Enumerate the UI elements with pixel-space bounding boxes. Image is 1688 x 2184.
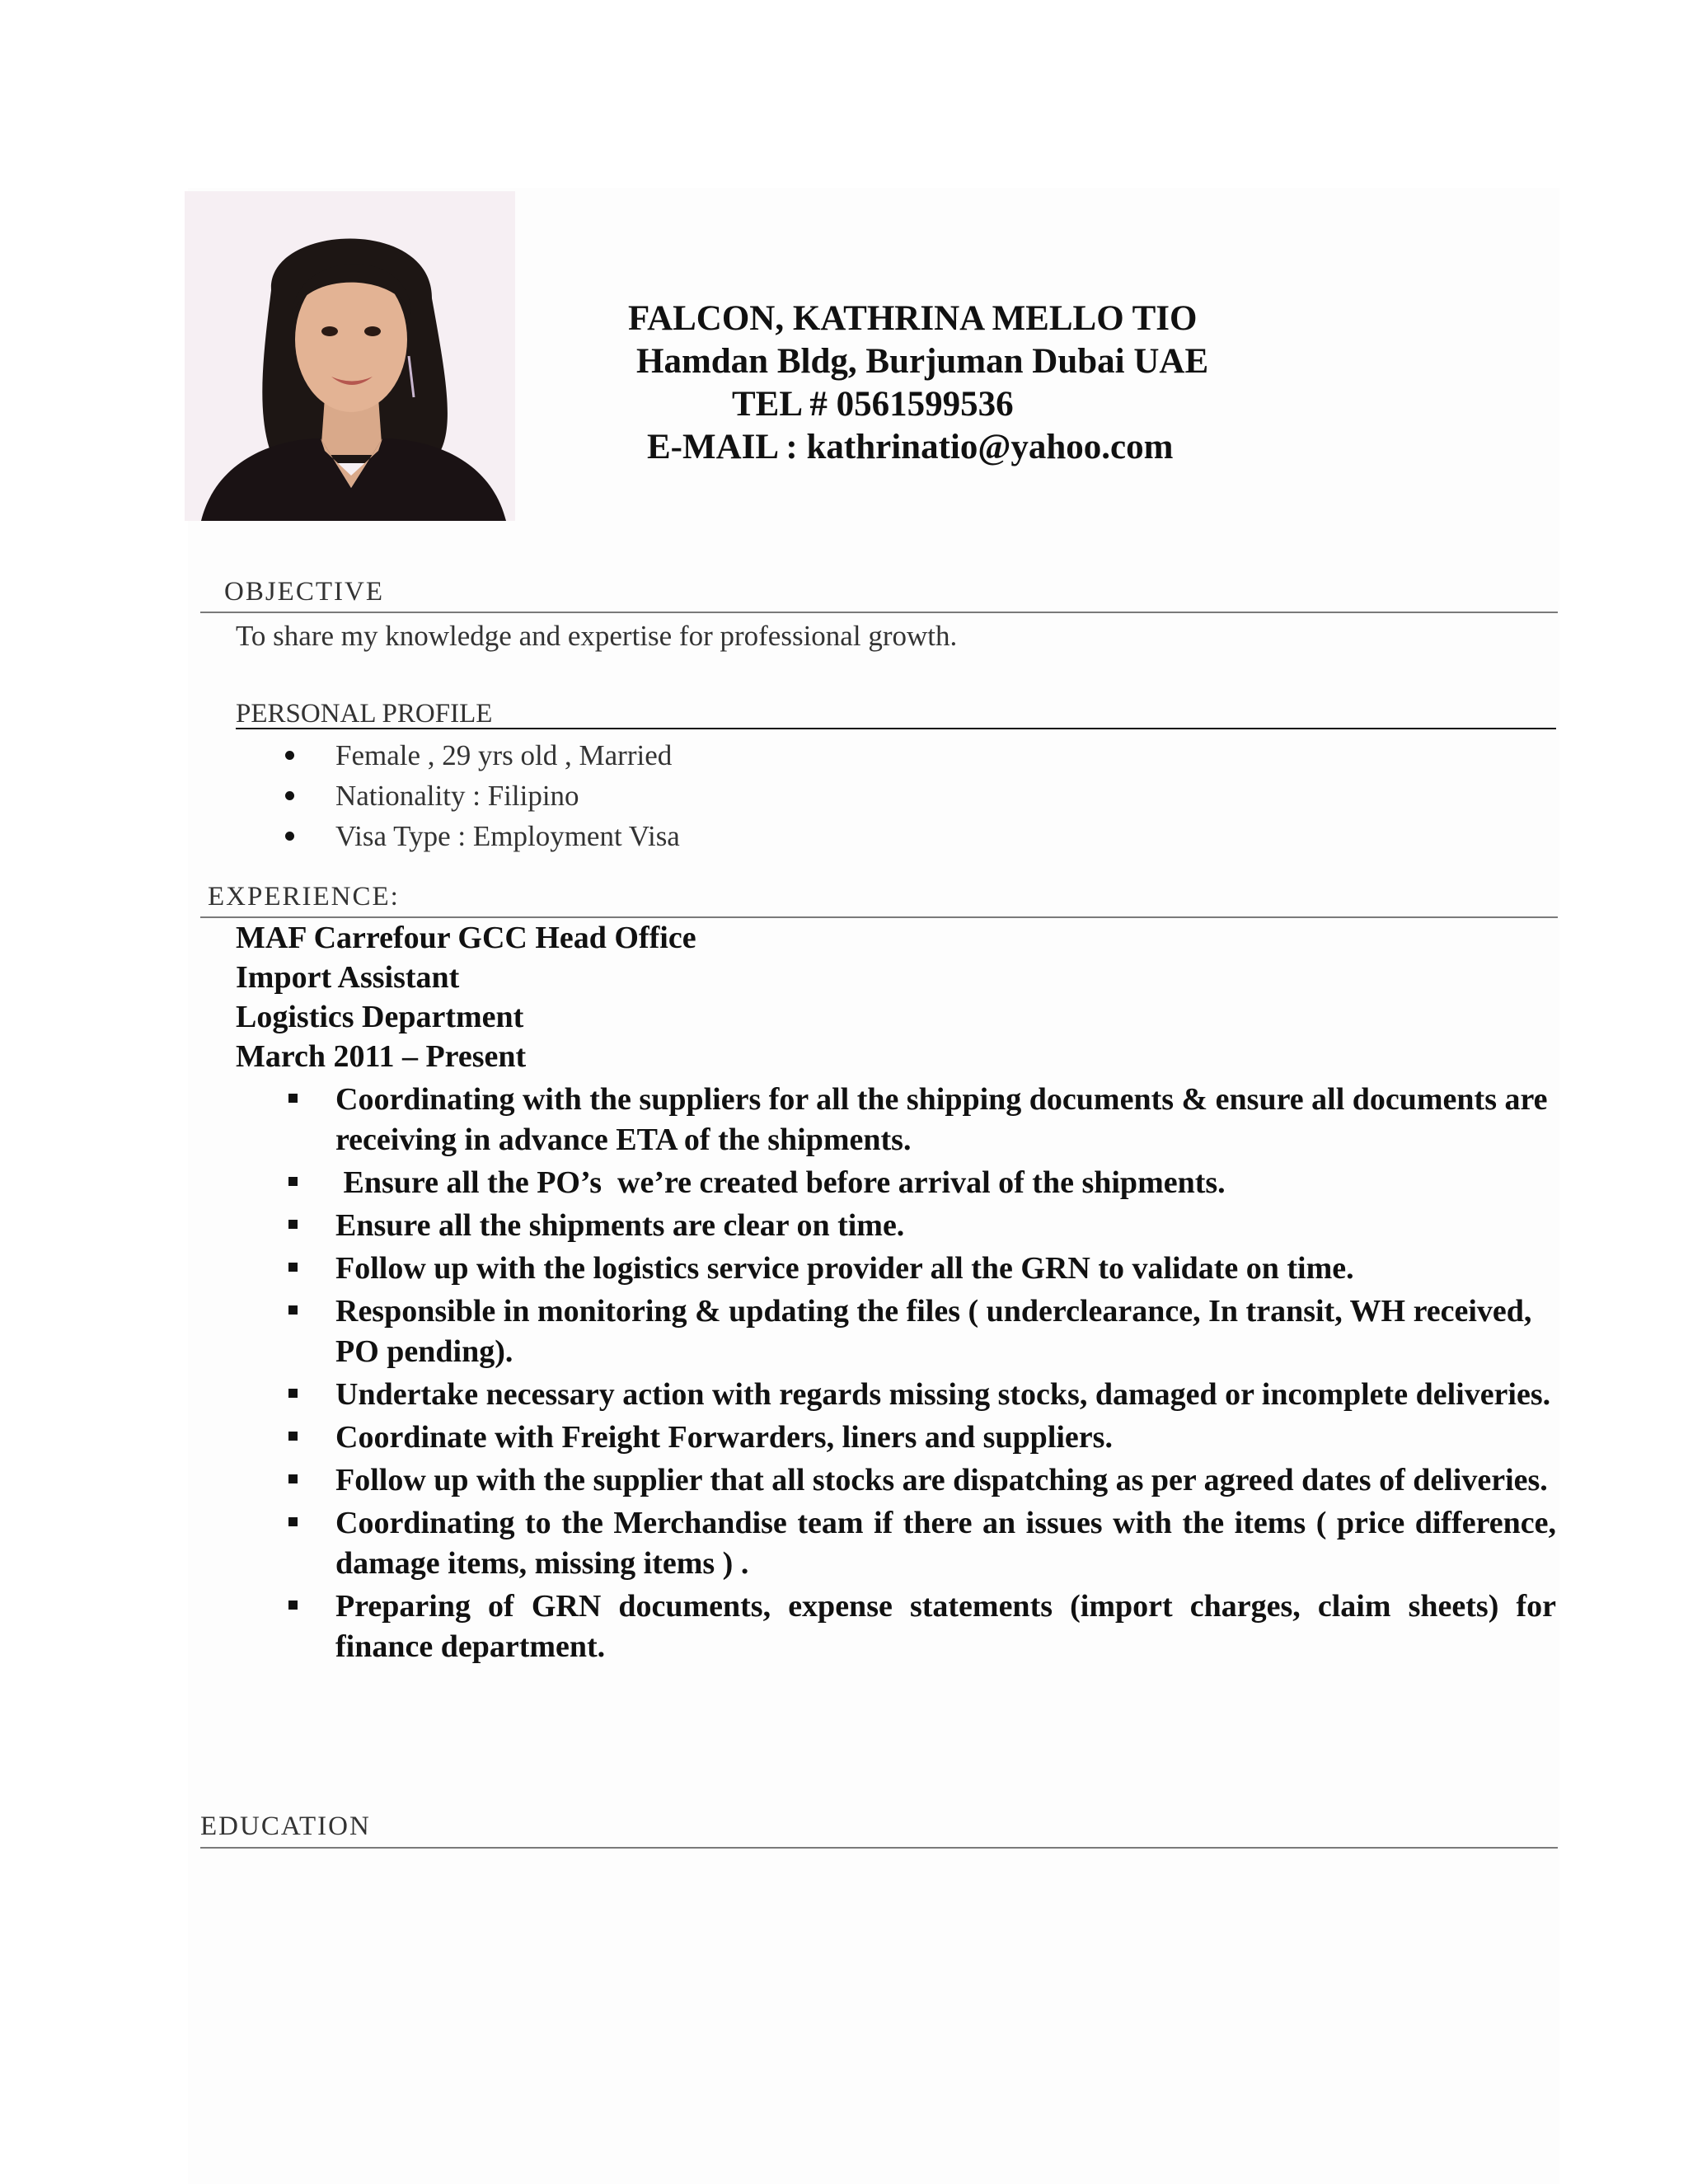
duty-text: Undertake necessary action with regards missing stocks, damaged or incomplete deliveries. — [335, 1377, 1551, 1412]
list-item — [280, 816, 680, 856]
duty-text: Ensure all the PO’s we’re created before arrival of the shipments. — [335, 1165, 1226, 1200]
list-item-text: Visa Type : Employment Visa — [335, 820, 680, 852]
personal-profile-rule — [236, 728, 1556, 729]
objective-heading: OBJECTIVE — [224, 577, 384, 607]
bullet-icon — [285, 791, 294, 800]
objective-text: To share my knowledge and expertise for professional growth. — [236, 620, 958, 652]
duty-text: Follow up with the logistics service provider all the GRN to validate on time. — [335, 1251, 1354, 1286]
square-bullet-icon — [288, 1305, 298, 1315]
experience-heading: EXPERIENCE: — [208, 882, 400, 912]
profile-photo — [185, 191, 515, 521]
candidate-phone: TEL # 0561599536 — [732, 385, 1014, 424]
duty-item — [280, 1375, 1556, 1415]
duty-item — [280, 1206, 1556, 1246]
employment-period: March 2011 – Present — [236, 1039, 527, 1074]
bullet-icon — [285, 832, 294, 841]
duty-text: Follow up with the supplier that all stocks are dispatching as per agreed dates of deliveries. — [335, 1463, 1548, 1497]
square-bullet-icon — [288, 1432, 298, 1441]
education-rule — [200, 1847, 1558, 1849]
duty-item — [280, 1460, 1556, 1501]
candidate-email: E-MAIL : kathrinatio@yahoo.com — [647, 428, 1174, 466]
duty-text: Preparing of GRN documents, expense statements (import charges, claim sheets) for finance department. — [335, 1589, 1556, 1664]
square-bullet-icon — [288, 1389, 298, 1398]
duty-item — [280, 1503, 1556, 1584]
job-title: Import Assistant — [236, 960, 460, 995]
candidate-name: FALCON, KATHRINA MELLO TIO — [628, 299, 1198, 338]
duty-item — [280, 1418, 1556, 1458]
duty-item — [280, 1291, 1556, 1372]
personal-profile-list — [280, 735, 680, 856]
duty-text: Coordinating to the Merchandise team if there an issues with the items ( price difference, damage items, missing items ) . — [335, 1506, 1556, 1581]
company-name: MAF Carrefour GCC Head Office — [236, 921, 696, 955]
square-bullet-icon — [288, 1517, 298, 1526]
experience-rule — [200, 916, 1558, 918]
square-bullet-icon — [288, 1474, 298, 1483]
duty-item — [280, 1249, 1556, 1289]
list-item — [280, 735, 680, 776]
duty-item — [280, 1080, 1556, 1160]
department: Logistics Department — [236, 1000, 524, 1034]
list-item-text: Nationality : Filipino — [335, 780, 579, 812]
duty-item — [280, 1586, 1556, 1667]
duty-item — [280, 1163, 1556, 1203]
bullet-icon — [285, 751, 294, 760]
personal-profile-heading: PERSONAL PROFILE — [236, 699, 493, 729]
square-bullet-icon — [288, 1220, 298, 1229]
list-item-text: Female , 29 yrs old , Married — [335, 739, 673, 771]
objective-rule — [200, 612, 1558, 613]
duties-list — [280, 1080, 1556, 1670]
duty-text: Coordinating with the suppliers for all the shipping documents & ensure all documents are receiving in advance ETA of the shipments. — [335, 1082, 1548, 1157]
square-bullet-icon — [288, 1601, 298, 1610]
duty-text: Responsible in monitoring & updating the files ( underclearance, In transit, WH received, PO pending). — [335, 1294, 1532, 1369]
square-bullet-icon — [288, 1263, 298, 1272]
duty-text: Coordinate with Freight Forwarders, liners and suppliers. — [335, 1420, 1113, 1455]
candidate-address: Hamdan Bldg, Burjuman Dubai UAE — [636, 342, 1209, 381]
list-item — [280, 776, 680, 816]
duty-text: Ensure all the shipments are clear on time. — [335, 1208, 905, 1243]
square-bullet-icon — [288, 1177, 298, 1186]
square-bullet-icon — [288, 1094, 298, 1103]
education-heading: EDUCATION — [200, 1811, 371, 1841]
